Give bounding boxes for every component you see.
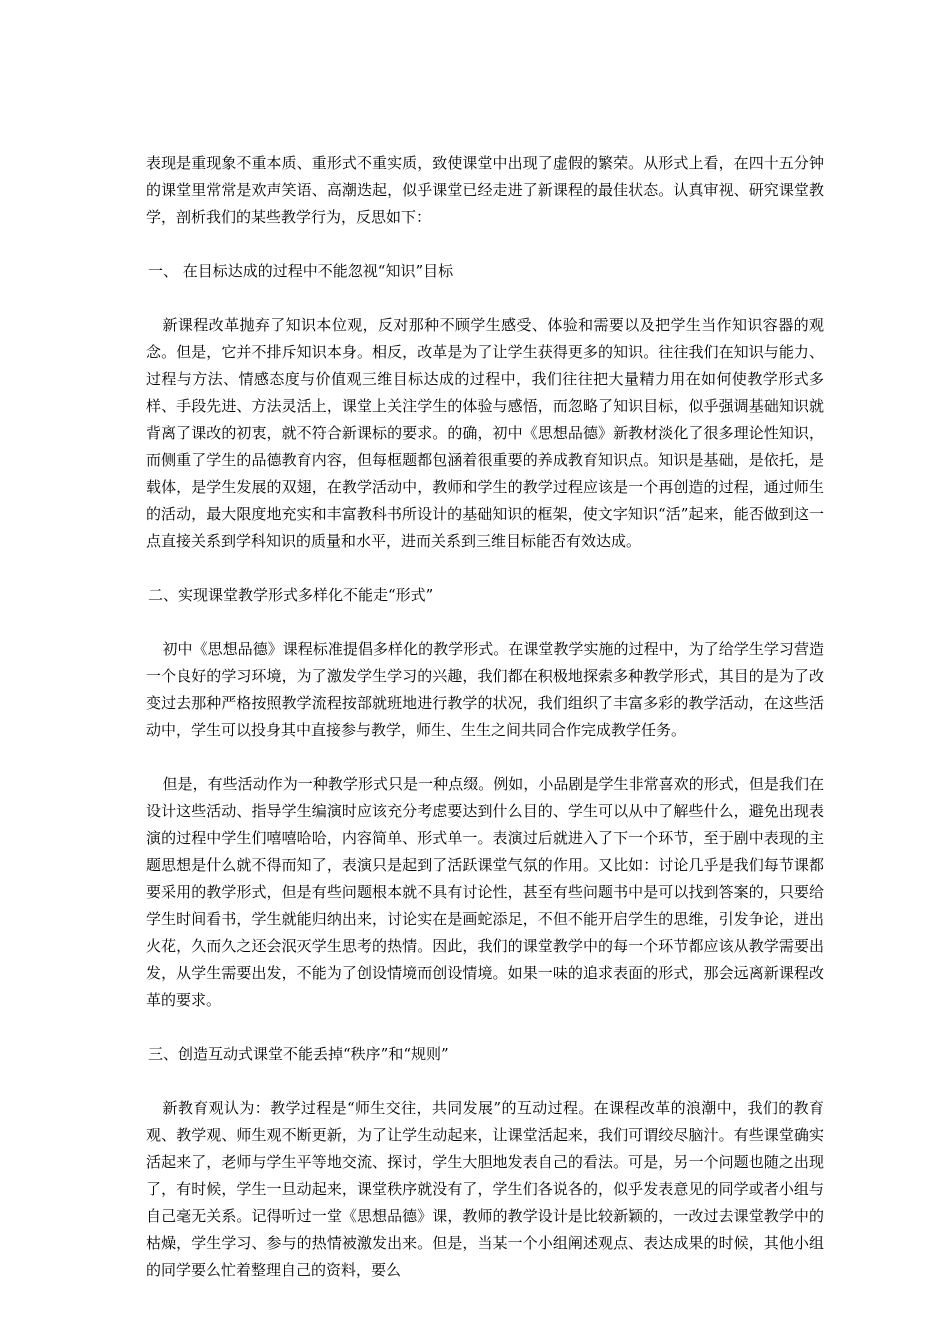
spacer xyxy=(146,285,824,312)
document-page xyxy=(146,150,824,1284)
spacer xyxy=(146,744,824,771)
section-3-paragraph-1: 新教育观认为：教学过程是“师生交往，共同发展”的互动过程。在课程改革的浪潮中，我们的教育观、教学观、师生观不断更新，为了让学生动起来，让课堂活起来，我们可谓绞尽脑汁。有些课堂确实活起来了，老师与学生平等地交流、探讨，学生大胆地发表自己的看法。可是，另一个问题也随之出现了，有时候，学生一旦动起来，课堂秩序就没有了，学生们各说各的，似乎发表意见的同学或者小组与自己毫无关系。记得听过一堂《思想品德》课，教师的教学设计是比较新颖的，一改过去课堂教学中的枯燥，学生学习、参与的热情被激发出来。但是，当某一个小组阐述观点、表达成果的时候，其他小组的同学要么忙着整理自己的资料，要么 xyxy=(146,1099,824,1279)
intro-paragraph: 表现是重现象不重本质、重形式不重实质，致使课堂中出现了虚假的繁荣。从形式上看，在四十五分钟的课堂里常常是欢声笑语、高潮迭起，似乎课堂已经走进了新课程的最佳状态。认真审视、研究课堂教学，剖析我们的某些教学行为，反思如下： xyxy=(146,154,824,226)
section-1-paragraph-1: 新课程改革抛弃了知识本位观，反对那种不顾学生感受、体验和需要以及把学生当作知识容器的观念。但是，它并不排斥知识本身。相反，改革是为了让学生获得更多的知识。往往我们在知识与能力、过程与方法、情感态度与价值观三维目标达成的过程中，我们往往把大量精力用在如何使教学形式多样、手段先进、方法灵活上，课堂上关注学生的体验与感悟，而忽略了知识目标，似乎强调基础知识就背离了课改的初衷，就不符合新课标的要求。的确，初中《思想品德》新教材淡化了很多理论性知识，而侧重了学生的品德教育内容，但每框题都包涵着很重要的养成教育知识点。知识是基础，是依托，是载体，是学生发展的双翅，在教学活动中，教师和学生的教学过程应该是一个再创造的过程，通过师生的活动，最大限度地充实和丰富教科书所设计的基础知识的框架，使文字知识“活”起来，能否做到这一点直接关系到学科知识的质量和水平，进而关系到三维目标能否有效达成。 xyxy=(146,316,824,550)
spacer xyxy=(146,1014,824,1041)
spacer xyxy=(146,609,824,636)
spacer xyxy=(146,231,824,258)
section-2-paragraph-2: 但是，有些活动作为一种教学形式只是一种点缀。例如，小品剧是学生非常喜欢的形式，但是我们在设计这些活动、指导学生编演时应该充分考虑要达到什么目的、学生可以从中了解些什么，避免出现表演的过程中学生们嘻嘻哈哈，内容简单、形式单一。表演过后就进入了下一个环节，至于剧中表现的主题思想是什么就不得而知了，表演只是起到了活跃课堂气氛的作用。又比如：讨论几乎是我们每节课都要采用的教学形式，但是有些问题根本就不具有讨论性，甚至有些问题书中是可以找到答案的，只要给学生时间看书，学生就能归纳出来，讨论实在是画蛇添足，不但不能开启学生的思维，引发争论，迸出火花，久而久之还会泯灭学生思考的热情。因此，我们的课堂教学中的每一个环节都应该从教学需要出发，从学生需要出发，不能为了创设情境而创设情境。如果一味的追求表面的形式，那会远离新课程改革的要求。 xyxy=(146,775,824,1009)
spacer xyxy=(146,555,824,582)
section-heading-1: 一、 在目标达成的过程中不能忽视“知识”目标 xyxy=(148,262,454,280)
spacer xyxy=(146,1068,824,1095)
section-heading-3: 三、创造互动式课堂不能丢掉“秩序”和“规则” xyxy=(148,1045,449,1063)
section-2-paragraph-1: 初中《思想品德》课程标准提倡多样化的教学形式。在课堂教学实施的过程中，为了给学生学习营造一个良好的学习环境，为了激发学生学习的兴趣，我们都在积极地探索多种教学形式，其目的是为了改变过去那种严格按照教学流程按部就班地进行教学的状况，我们组织了丰富多彩的教学活动，在这些活动中，学生可以投身其中直接参与教学，师生、生生之间共同合作完成教学任务。 xyxy=(146,640,824,739)
section-heading-2: 二、实现课堂教学形式多样化不能走“形式” xyxy=(148,586,434,604)
